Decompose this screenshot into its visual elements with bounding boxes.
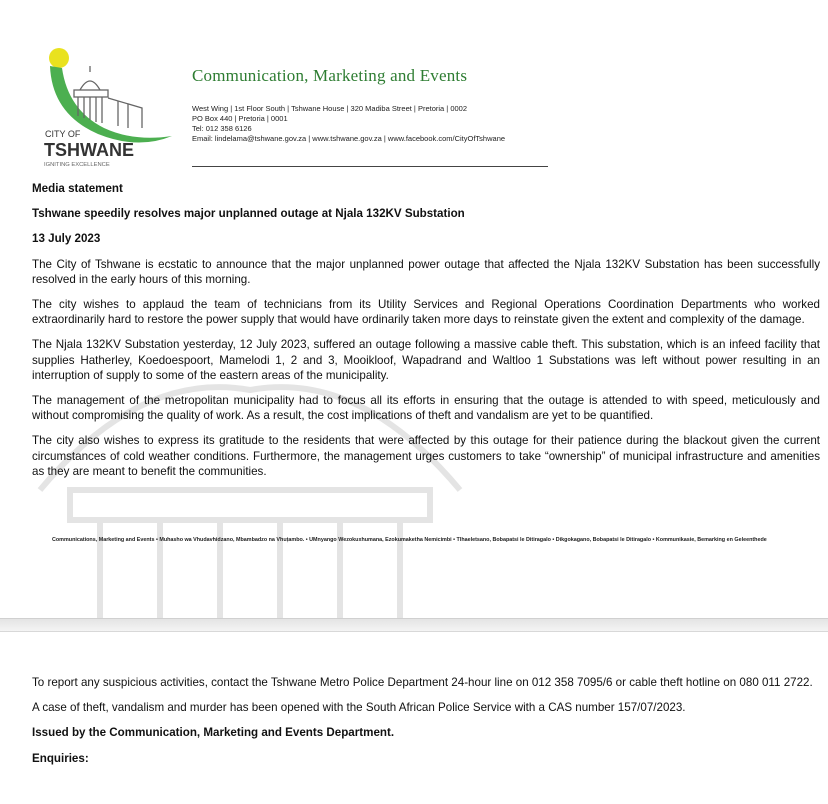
statement-paragraph: The city wishes to applaud the team of technicians from its Utility Services and Regional Operations Coordination Departments who worked extraordinarily hard to restore the power supply that would have ordinarily taken more days to reinstate given the extent and complexity of the damage. — [32, 298, 820, 327]
enquiries-label: Enquiries: — [32, 751, 89, 765]
po-box-line: PO Box 440 | Pretoria | 0001 — [192, 114, 288, 123]
case-paragraph: A case of theft, vandalism and murder has been opened with the South African Police Service with a CAS number 157/07/2023. — [32, 701, 686, 715]
statement-date: 13 July 2023 — [32, 232, 101, 246]
statement-paragraph: The City of Tshwane is ecstatic to announce that the major unplanned power outage that affected the Njala 132KV Substation has been successfully resolved in the early hours of this morning. — [32, 257, 820, 286]
department-title: Communication, Marketing and Events — [192, 66, 468, 85]
statement-paragraph: The management of the metropolitan municipality had to focus all its efforts in ensuring that the outage is attended to with speed, meticulously and without compromising the quality of work. As a result, the cost implications of theft and vandalism are yet to be quantified. — [32, 394, 820, 423]
address-line: West Wing | 1st Floor South | Tshwane House | 320 Madiba Street | Pretoria | 0002 — [192, 104, 468, 113]
statement-paragraph: The Njala 132KV Substation yesterday, 12 July 2023, suffered an outage following a massive cable theft. This substation, which is an infeed facility that supplies Hatherley, Koedoespoort, Mamelodi 1, 2 and 3, Mooikloof, Wapadrand and Waltloo 1 Substations was left without power resulting in an interruption of supply to some of the eastern areas of the municipality. — [32, 338, 820, 382]
tel-line: Tel: 012 358 6126 — [192, 124, 252, 133]
multilingual-footer: Communications, Marketing and Events • Muhasho wa Vhudavhidzano, Mbambadzo na Vhuṭambo. • UMnyango Wezokuxhumana, Ezokumaketha Nemicimbi • Tlhaeletsano, Bobapatsi le Ditiragalo • Dikgokagano, Bobapatsi le Ditiragalo • Kommunikasie, Bemarking en Geleenthede — [52, 537, 767, 543]
header-divider — [192, 166, 548, 167]
issued-by: Issued by the Communication, Marketing and Events Department. — [32, 726, 395, 740]
statement-body — [32, 181, 820, 479]
contact-details — [192, 104, 505, 144]
statement-headline: Tshwane speedily resolves major unplanned outage at Njala 132KV Substation — [32, 207, 465, 221]
statement-label: Media statement — [32, 182, 123, 195]
logo-tagline: IGNITING EXCELLENCE — [44, 162, 110, 168]
report-paragraph: To report any suspicious activities, contact the Tshwane Metro Police Department 24-hour line on 012 358 7095/6 or cable theft hotline on 080 011 2722. — [32, 676, 813, 689]
page-break — [0, 618, 828, 632]
statement-paragraph: The city also wishes to express its gratitude to the residents that were affected by this outage for their patience during the blackout given the current circumstances of cold weather conditions. Furthermore, the management urges customers to take “ownership” of municipal infrastructure and amenities as they are meant to benefit the communities. — [32, 434, 820, 478]
logo-tshwane: TSHWANE — [44, 140, 134, 160]
logo-city-of: CITY OF — [45, 129, 81, 139]
document-page-2 — [32, 675, 822, 766]
email-line: Email: lindelama@tshwane.gov.za | www.tshwane.gov.za | www.facebook.com/CityOfTshwane — [192, 134, 506, 143]
city-of-tshwane-logo — [38, 44, 178, 174]
